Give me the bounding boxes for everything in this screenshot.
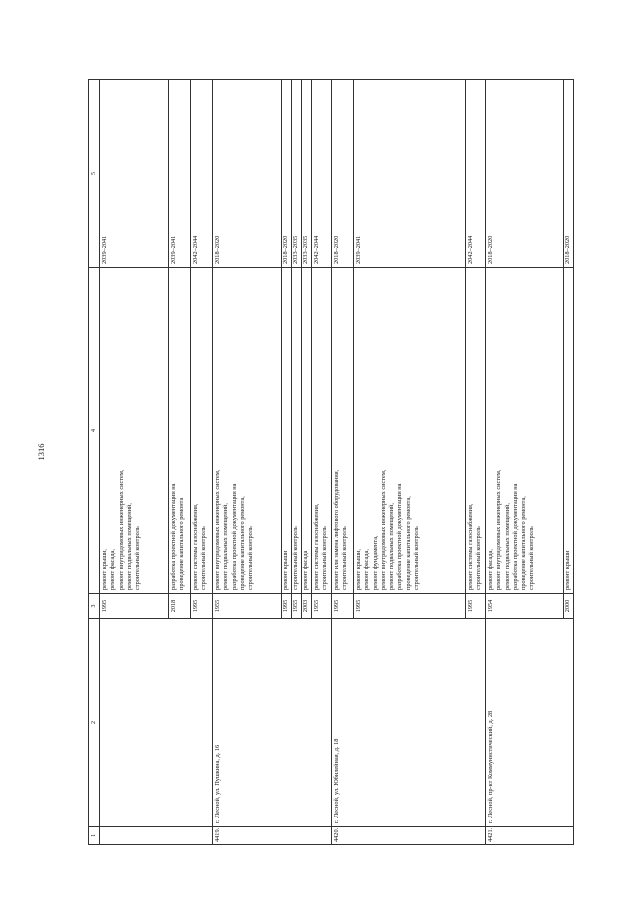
year-cell: 2018 [169,594,191,619]
year-cell: 1995 [466,594,486,619]
works-cell: ремонт внутридомовых инженерных систем, ремонт подвальных помещений, разработка проектной документации на проведение капитального ремонта, строительный контроль [213,268,282,594]
period-cell: 2018–2020 [564,80,574,268]
year-cell: 1995 [282,594,292,619]
year-cell: 2000 [564,594,574,619]
repair-schedule-table [88,79,574,845]
year-cell: 1955 [213,594,282,619]
column-header: 2 [89,619,100,827]
table-frame [88,80,588,845]
works-cell: разработка проектной документации на проведение капитального ремонта [169,268,191,594]
period-cell: 2039–2041 [100,80,169,268]
works-cell: ремонт системы газоснабжения, строительный контроль [191,268,213,594]
building-address [100,619,213,827]
period-cell: 2042–2044 [466,80,486,268]
year-cell: 2003 [302,594,312,619]
building-address: г. Лесной, ул. Юбилейная, д. 18 [332,619,486,827]
page-number: 1316 [36,443,46,461]
year-cell: 1995 [100,594,169,619]
year-cell: 1995 [332,594,354,619]
period-cell: 2018–2020 [282,80,292,268]
works-cell: ремонт крыши, ремонт фасада, ремонт фундамента, ремонт внутридомовых инженерных систем, ремонт подвальных помещений, разработка проектной документации на проведение капитального ремонта, строительный контроль [354,268,466,594]
year-cell: 1955 [292,594,302,619]
works-cell: ремонт или замена лифтового оборудования, строительный контроль [332,268,354,594]
period-cell: 2039–2041 [169,80,191,268]
works-cell: строительный контроль [292,268,302,594]
rotated-table-wrapper [88,80,588,845]
table-row [213,80,282,845]
year-cell: 1995 [191,594,213,619]
period-cell: 2033–2035 [292,80,302,268]
works-cell: ремонт системы газоснабжения, строительный контроль [312,268,332,594]
column-header: 3 [89,594,100,619]
building-number: 4421. [486,827,574,845]
year-cell: 1995 [354,594,466,619]
column-header: 5 [89,80,100,268]
works-cell: ремонт системы газоснабжения, строительный контроль [466,268,486,594]
works-cell: ремонт фасада, ремонт внутридомовых инженерных систем, ремонт подвальных помещений, разработка проектной документации на проведение капитального ремонта, строительный контроль [486,268,564,594]
table-row [332,80,354,845]
column-header: 1 [89,827,100,845]
period-cell: 2018–2020 [332,80,354,268]
period-cell: 2018–2020 [486,80,564,268]
building-number [100,827,213,845]
period-cell: 2039–2041 [354,80,466,268]
works-cell: ремонт крыши [564,268,574,594]
table-row [100,80,169,845]
works-cell: ремонт крыши [282,268,292,594]
building-address: г. Лесной, ул. Пушкина, д. 16 [213,619,332,827]
period-cell: 2042–2044 [312,80,332,268]
works-cell: ремонт крыши, ремонт фасада, ремонт внутридомовых инженерных систем, ремонт подвальных помещений, строительный контроль [100,268,169,594]
table-row [486,80,564,845]
period-cell: 2033–2035 [302,80,312,268]
building-address: г. Лесной, пр-кт Коммунистический, д. 28 [486,619,574,827]
column-header: 4 [89,268,100,594]
period-cell: 2042–2044 [191,80,213,268]
building-number: 4420. [332,827,486,845]
year-cell: 1954 [486,594,564,619]
building-number: 4419. [213,827,332,845]
year-cell: 1955 [312,594,332,619]
header-row [89,80,100,845]
period-cell: 2018–2020 [213,80,282,268]
works-cell: ремонт фасада [302,268,312,594]
